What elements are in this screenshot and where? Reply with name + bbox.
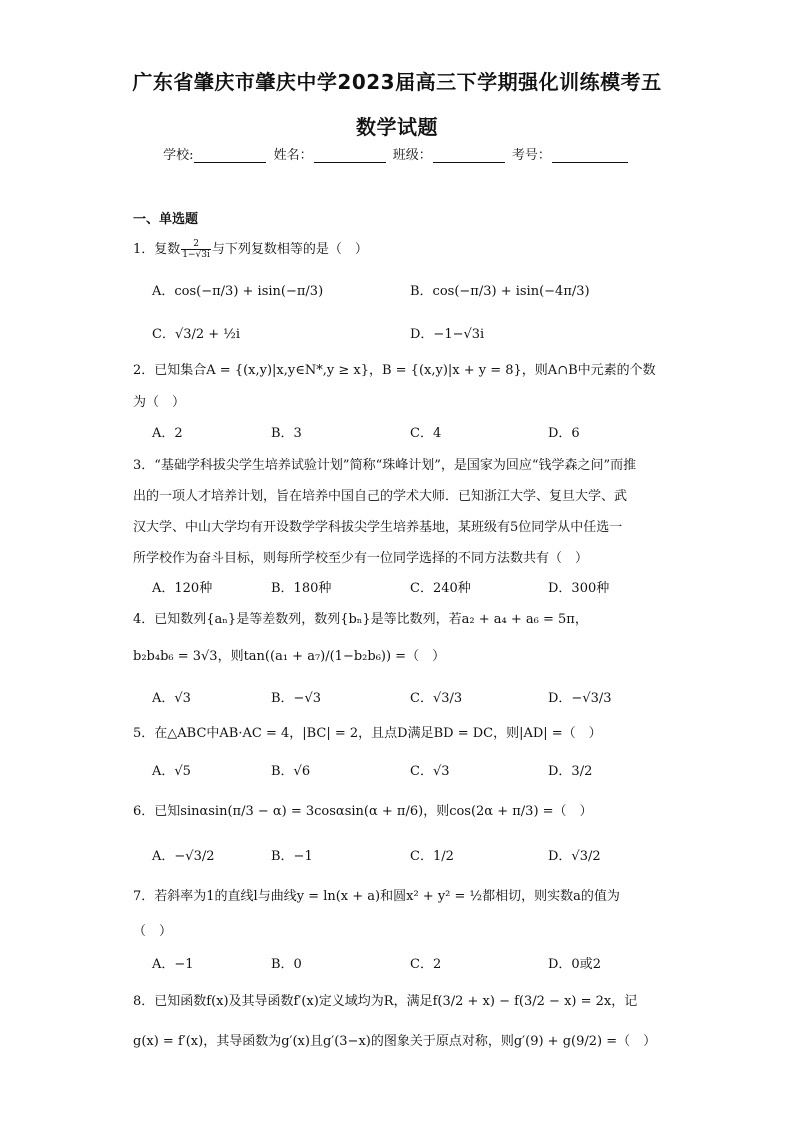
question-1-option-d[interactable]: D．−1−√3i bbox=[410, 327, 485, 342]
question-7-option-d[interactable]: D．0或2 bbox=[548, 957, 601, 972]
exam-number-label: 考号： bbox=[511, 148, 551, 163]
question-1-option-a[interactable]: A．cos(−π/3) + isin(−π/3) bbox=[152, 284, 324, 299]
question-3-stem-line4: 所学校作为奋斗目标，则每所学校至少有一位同学选择的不同方法数共有（ ） bbox=[133, 551, 589, 566]
question-6-stem: 6．已知sinαsin(π/3 − α) = 3cosαsin(α + π/6)，则cos(2α + π/3) =（ ） bbox=[133, 804, 593, 819]
question-6-option-c[interactable]: C．1/2 bbox=[410, 849, 454, 864]
question-7-option-a[interactable]: A．−1 bbox=[152, 957, 194, 972]
question-6-option-a[interactable]: A．−√3/2 bbox=[152, 849, 215, 864]
question-3-stem-line1: 3．“基础学科拔尖学生培养试验计划”简称“珠峰计划”，是国家为回应“钱学森之问”而推 bbox=[133, 458, 637, 473]
student-info-row bbox=[0, 144, 794, 163]
question-6-option-b[interactable]: B．−1 bbox=[271, 849, 313, 864]
school-field[interactable] bbox=[194, 148, 266, 163]
question-7-option-b[interactable]: B．0 bbox=[271, 957, 302, 972]
question-1-option-c[interactable]: C．√3/2 + ½i bbox=[152, 327, 241, 342]
question-5-option-b[interactable]: B．√6 bbox=[271, 764, 311, 779]
class-field[interactable] bbox=[433, 148, 505, 163]
school-label: 学校: bbox=[163, 148, 194, 163]
question-2-option-d[interactable]: D．6 bbox=[548, 426, 580, 441]
question-3-stem-line2: 出的一项人才培养计划，旨在培养中国自己的学术大师．已知浙江大学、复旦大学、武 bbox=[133, 489, 628, 504]
question-5-option-c[interactable]: C．√3 bbox=[410, 764, 450, 779]
name-field[interactable] bbox=[314, 148, 386, 163]
question-3-option-d[interactable]: D．300种 bbox=[548, 581, 610, 596]
name-label: 姓名： bbox=[273, 148, 313, 163]
question-7-option-c[interactable]: C．2 bbox=[410, 957, 442, 972]
question-2-stem-line2: 为（ ） bbox=[133, 395, 186, 410]
question-1-option-b[interactable]: B．cos(−π/3) + isin(−4π/3) bbox=[410, 284, 590, 299]
question-4-option-b[interactable]: B．−√3 bbox=[271, 691, 322, 706]
question-3-option-c[interactable]: C．240种 bbox=[410, 581, 471, 596]
question-4-option-c[interactable]: C．√3/3 bbox=[410, 691, 463, 706]
question-3-option-b[interactable]: B．180种 bbox=[271, 581, 332, 596]
question-5-option-a[interactable]: A．√5 bbox=[152, 764, 191, 779]
question-6-option-d[interactable]: D．√3/2 bbox=[548, 849, 601, 864]
class-label: 班级： bbox=[392, 148, 432, 163]
question-7-stem-line2: （ ） bbox=[133, 924, 173, 939]
question-2-stem-line1: 2．已知集合A = {(x,y)|x,y∈N*,y ≥ x}，B = {(x,y)|x + y = 8}，则A∩B中元素的个数 bbox=[133, 363, 656, 378]
question-3-stem-line3: 汉大学、中山大学均有开设数学学科拔尖学生培养基地，某班级有5位同学从中任选一 bbox=[133, 520, 623, 535]
question-8-stem-line1: 8．已知函数f(x)及其导函数f′(x)定义域均为R，满足f(3/2 + x) − f(3/2 − x) = 2x，记 bbox=[133, 994, 638, 1009]
question-1-stem: 1．复数 $\frac{2}{1-√3i}$ 与下列复数相等的是（ ） bbox=[133, 239, 368, 260]
exam-subtitle: 数学试题 bbox=[356, 115, 438, 139]
question-7-stem-line1: 7．若斜率为1的直线l与曲线y = ln(x + a)和圆x² + y² = ½都相切，则实数a的值为 bbox=[133, 889, 620, 904]
question-4-option-a[interactable]: A．√3 bbox=[152, 691, 191, 706]
question-4-stem-line1: 4．已知数列{aₙ}是等差数列，数列{bₙ}是等比数列，若a₂ + a₄ + a₆ = 5π， bbox=[133, 612, 588, 627]
question-4-stem-line2: b₂b₄b₆ = 3√3，则tan((a₁ + a₇)/(1−b₂b₆)) =（ ） bbox=[133, 649, 446, 664]
section-heading: 一、单选题 bbox=[133, 212, 199, 227]
question-8-stem-line2: g(x) = f′(x)，其导函数为g′(x)且g′(3−x)的图象关于原点对称，则g′(9) + g(9/2) =（ ） bbox=[133, 1034, 657, 1049]
question-2-option-b[interactable]: B．3 bbox=[271, 426, 302, 441]
question-5-option-d[interactable]: D．3/2 bbox=[548, 764, 593, 779]
exam-number-field[interactable] bbox=[552, 148, 628, 163]
question-2-option-a[interactable]: A．2 bbox=[152, 426, 183, 441]
question-2-option-c[interactable]: C．4 bbox=[410, 426, 442, 441]
question-5-stem: 5．在△ABC中AB·AC = 4，|BC| = 2，且点D满足BD = DC，则|AD| =（ ） bbox=[133, 726, 602, 741]
question-4-option-d[interactable]: D．−√3/3 bbox=[548, 691, 612, 706]
fraction: $\frac{2}{1-√3i}$ bbox=[182, 239, 210, 260]
question-3-option-a[interactable]: A．120种 bbox=[152, 581, 213, 596]
exam-title: 广东省肇庆市肇庆中学2023届高三下学期强化训练模考五 bbox=[132, 70, 662, 94]
